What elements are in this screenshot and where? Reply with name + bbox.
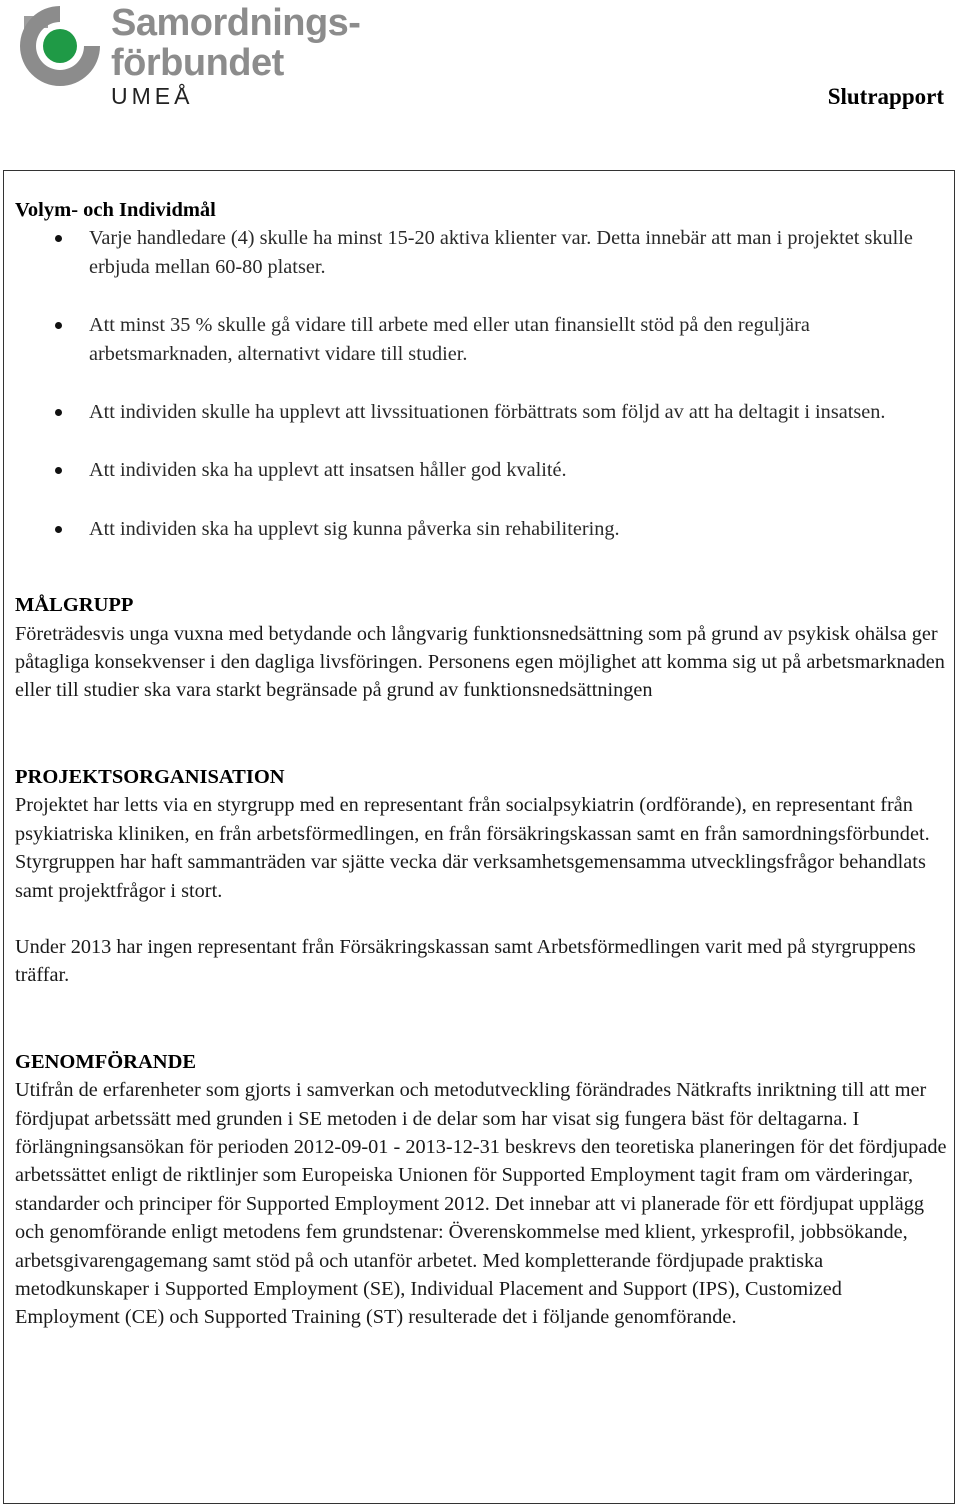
bullet-icon	[55, 467, 62, 474]
report-title: Slutrapport	[827, 84, 944, 109]
samordningsforbundet-logo	[14, 2, 374, 112]
page-header	[0, 0, 960, 170]
bullet-icon	[55, 526, 62, 533]
bullet-icon	[55, 235, 62, 242]
logo-mark-icon	[14, 2, 106, 92]
section-heading: PROJEKTSORGANISATION	[15, 765, 285, 788]
document-body	[15, 196, 950, 1332]
section-paragraph: Projektet har letts via en styrgrupp med en representant från socialpsykiatrin (ordförande), en representant från psykiatriska kliniken, en från arbetsförmedlingen, en från försäkringskassan samt en från samordningsförbundet. Styrgruppen har haft sammanträden var sjätte vecka där verksamhetsgemensamma utvecklingsfrågor behandlats samt projektfrågor i stort.	[15, 794, 930, 902]
section-heading: GENOMFÖRANDE	[15, 1050, 197, 1073]
list-item-text: Att individen skulle ha upplevt att livssituationen förbättrats som följd av att ha deltagit i insatsen.	[89, 401, 886, 424]
logo-text-line2: förbundet	[111, 42, 284, 84]
bullet-icon	[55, 409, 62, 416]
list-item-text: Att minst 35 % skulle gå vidare till arbete med eller utan finansiellt stöd på den reguljära arbetsmarknaden, alternativt vidare till studier.	[89, 314, 810, 365]
section-paragraph: Företrädesvis unga vuxna med betydande och långvarig funktionsnedsättning som på grund av psykisk ohälsa ger påtagliga konsekvenser i den dagliga livsföringen. Personens egen möjlighet att komma sig ut på arbetsmarknaden eller till studier ska vara starkt begränsade på grund av funktionsnedsättningen	[15, 622, 945, 702]
section-paragraph: Under 2013 har ingen representant från Försäkringskassan samt Arbetsförmedlingen varit med på styrgruppens träffar.	[15, 935, 916, 987]
goals-list	[15, 224, 950, 543]
logo-text-line1: Samordnings-	[111, 2, 361, 44]
list-item-text: Varje handledare (4) skulle ha minst 15-20 aktiva klienter var. Detta innebär att man i projektet skulle erbjuda mellan 60-80 platser.	[89, 227, 913, 278]
section-genomforande	[15, 1048, 950, 1332]
list-item	[15, 456, 950, 484]
bullet-icon	[55, 322, 62, 329]
section-malgrupp	[15, 591, 950, 705]
list-item-text: Att individen ska ha upplevt sig kunna påverka sin rehabilitering.	[89, 517, 620, 540]
section-paragraph: Utifrån de erfarenheter som gjorts i samverkan och metodutveckling förändrades Nätkrafts inriktning till att mer fördjupat arbetssätt med grunden i SE metoden i de delar som har visat sig fungera bäst för deltagarna. I förlängningsansökan för perioden 2012-09-01 - 2013-12-31 beskrevs den teoretiska planeringen för det fördjupade arbetssättet enligt de riktlinjer som Europeiska Unionen för Supported Employment tagit fram om värderingar, standarder och principer för Supported Employment 2012. Det innebar att vi planerade för ett fördjupat upplägg och genomförande enligt metodens fem grundstenar: Överenskommelse med klient, yrkesprofil, jobbsökande, arbetsgivarengagemang samt stöd på och utanför arbetet. Med kompletterande fördjupade praktiska metodkunskaper i Supported Employment (SE), Individual Placement and Support (IPS), Customized Employment (CE) och Supported Training (ST) resulterade det i följande genomförande.	[15, 1079, 947, 1329]
list-item	[15, 398, 950, 426]
list-item	[15, 515, 950, 543]
list-item	[15, 224, 950, 281]
section-heading: MÅLGRUPP	[15, 594, 134, 617]
section-volym	[15, 196, 950, 543]
section-projektsorganisation	[15, 763, 950, 990]
logo-text-line3: UMEÅ	[111, 83, 194, 109]
list-item	[15, 311, 950, 368]
list-item-text: Att individen ska ha upplevt att insatsen håller god kvalité.	[89, 459, 567, 482]
section-heading: Volym- och Individmål	[15, 199, 216, 221]
